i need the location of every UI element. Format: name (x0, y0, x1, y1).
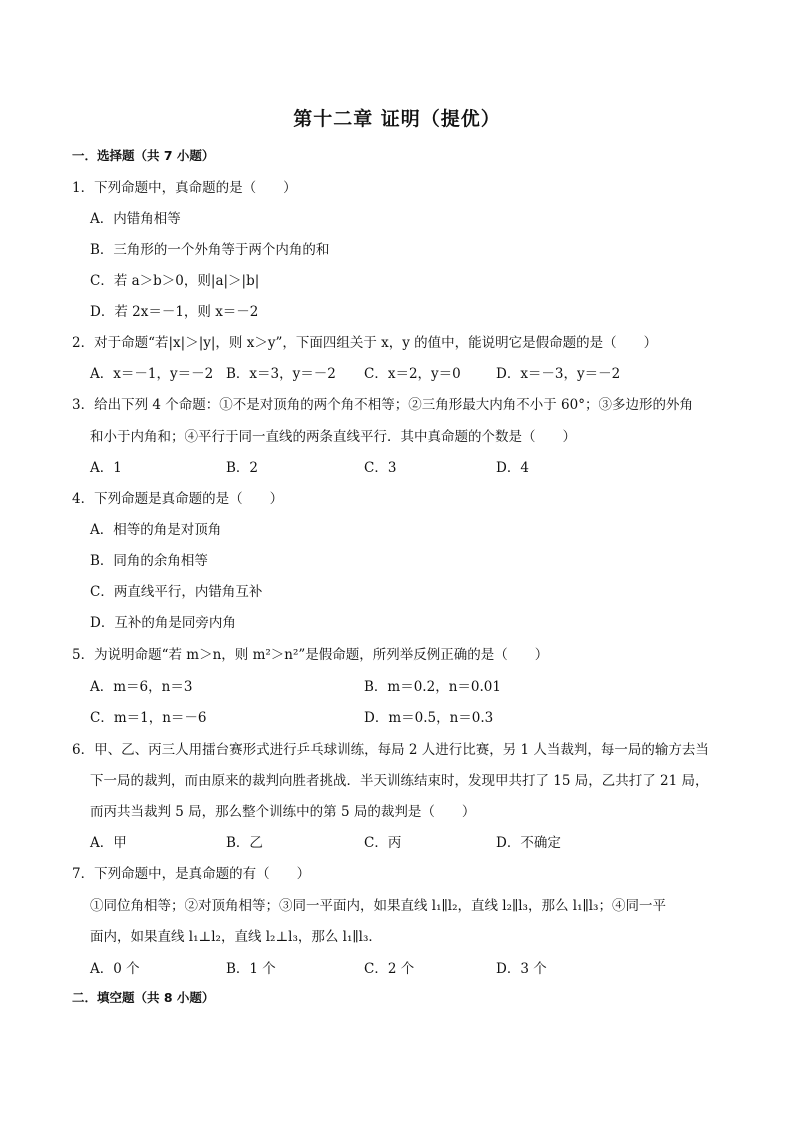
page-title: 第十二章 证明（提优） (293, 108, 501, 130)
question-7-option-d: D．3 个 (496, 961, 547, 977)
question-4-stem: 4．下列命题是真命题的是（ ） (72, 491, 284, 507)
question-2-option-b: B．x＝3，y＝－2 (226, 366, 336, 382)
question-1-option-c: C．若 a＞b＞0，则|a|＞|b| (90, 273, 260, 289)
question-7-option-c: C．2 个 (364, 961, 415, 977)
section-heading-choice: 一．选择题（共 7 小题） (72, 148, 215, 163)
question-6-option-b: B．乙 (226, 835, 263, 851)
question-1-option-b: B．三角形的一个外角等于两个内角的和 (90, 242, 330, 258)
question-5-option-a: A．m＝6，n＝3 (90, 679, 193, 695)
question-2-option-a: A．x＝－1，y＝－2 (90, 366, 214, 382)
question-3-option-a: A．1 (90, 460, 122, 476)
question-3-option-d: D．4 (496, 460, 529, 476)
question-4-option-b: B．同角的余角相等 (90, 553, 208, 569)
question-2-stem: 2．对于命题“若|x|＞|y|，则 x＞y”，下面四组关于 x，y 的值中，能说明它是假命题的是（ ） (72, 335, 658, 351)
question-6-option-c: C．丙 (364, 835, 402, 851)
question-6-stem-cont2: 而丙共当裁判 5 局，那么整个训练中的第 5 局的裁判是（ ） (90, 804, 476, 820)
question-5-option-c: C．m＝1，n＝－6 (90, 710, 207, 726)
question-3-stem: 3．给出下列 4 个命题：①不是对顶角的两个角不相等；②三角形最大内角不小于 60°；③多边形的外角 (72, 397, 693, 413)
question-3-stem-cont: 和小于内角和；④平行于同一直线的两条直线平行．其中真命题的个数是（ ） (90, 429, 576, 445)
question-2-option-c: C．x＝2，y＝0 (364, 366, 461, 382)
question-4-option-c: C．两直线平行，内错角互补 (90, 584, 263, 600)
question-2-option-d: D．x＝－3，y＝－2 (496, 366, 621, 382)
question-1-option-d: D．若 2x＝－1，则 x＝－2 (90, 304, 259, 320)
question-4-option-d: D．互补的角是同旁内角 (90, 615, 236, 631)
question-5-option-b: B．m＝0.2，n＝0.01 (364, 679, 501, 695)
question-3-option-b: B．2 (226, 460, 259, 476)
question-6-option-d: D．不确定 (496, 835, 561, 851)
question-7-stem-cont2: 面内，如果直线 l₁⊥l₂，直线 l₂⊥l₃，那么 l₁∥l₃． (90, 929, 382, 945)
question-6-option-a: A．甲 (90, 835, 127, 851)
question-5-stem: 5．为说明命题“若 m＞n，则 m²＞n²”是假命题，所列举反例正确的是（ ） (72, 647, 549, 663)
question-7-option-b: B．1 个 (226, 961, 276, 977)
section-heading-fill: 二．填空题（共 8 小题） (72, 990, 215, 1005)
question-3-option-c: C．3 (364, 460, 397, 476)
question-1-stem: 1．下列命题中，真命题的是（ ） (72, 180, 297, 196)
question-6-stem: 6．甲、乙、丙三人用擂台赛形式进行乒乓球训练，每局 2 人进行比赛，另 1 人当裁判，每一局的输方去当 (72, 742, 709, 758)
question-7-stem-cont: ①同位角相等；②对顶角相等；③同一平面内，如果直线 l₁∥l₂，直线 l₂∥l₃，那么 l₁∥l₃；④同一平 (90, 898, 666, 914)
question-1-option-a: A．内错角相等 (90, 211, 181, 227)
question-5-option-d: D．m＝0.5，n＝0.3 (364, 710, 494, 726)
question-7-stem: 7．下列命题中，是真命题的有（ ） (72, 866, 311, 882)
question-4-option-a: A．相等的角是对顶角 (90, 522, 222, 538)
question-6-stem-cont: 下一局的裁判，而由原来的裁判向胜者挑战．半天训练结束时，发现甲共打了 15 局，乙共打了 21 局， (90, 773, 709, 789)
question-7-option-a: A．0 个 (90, 961, 140, 977)
